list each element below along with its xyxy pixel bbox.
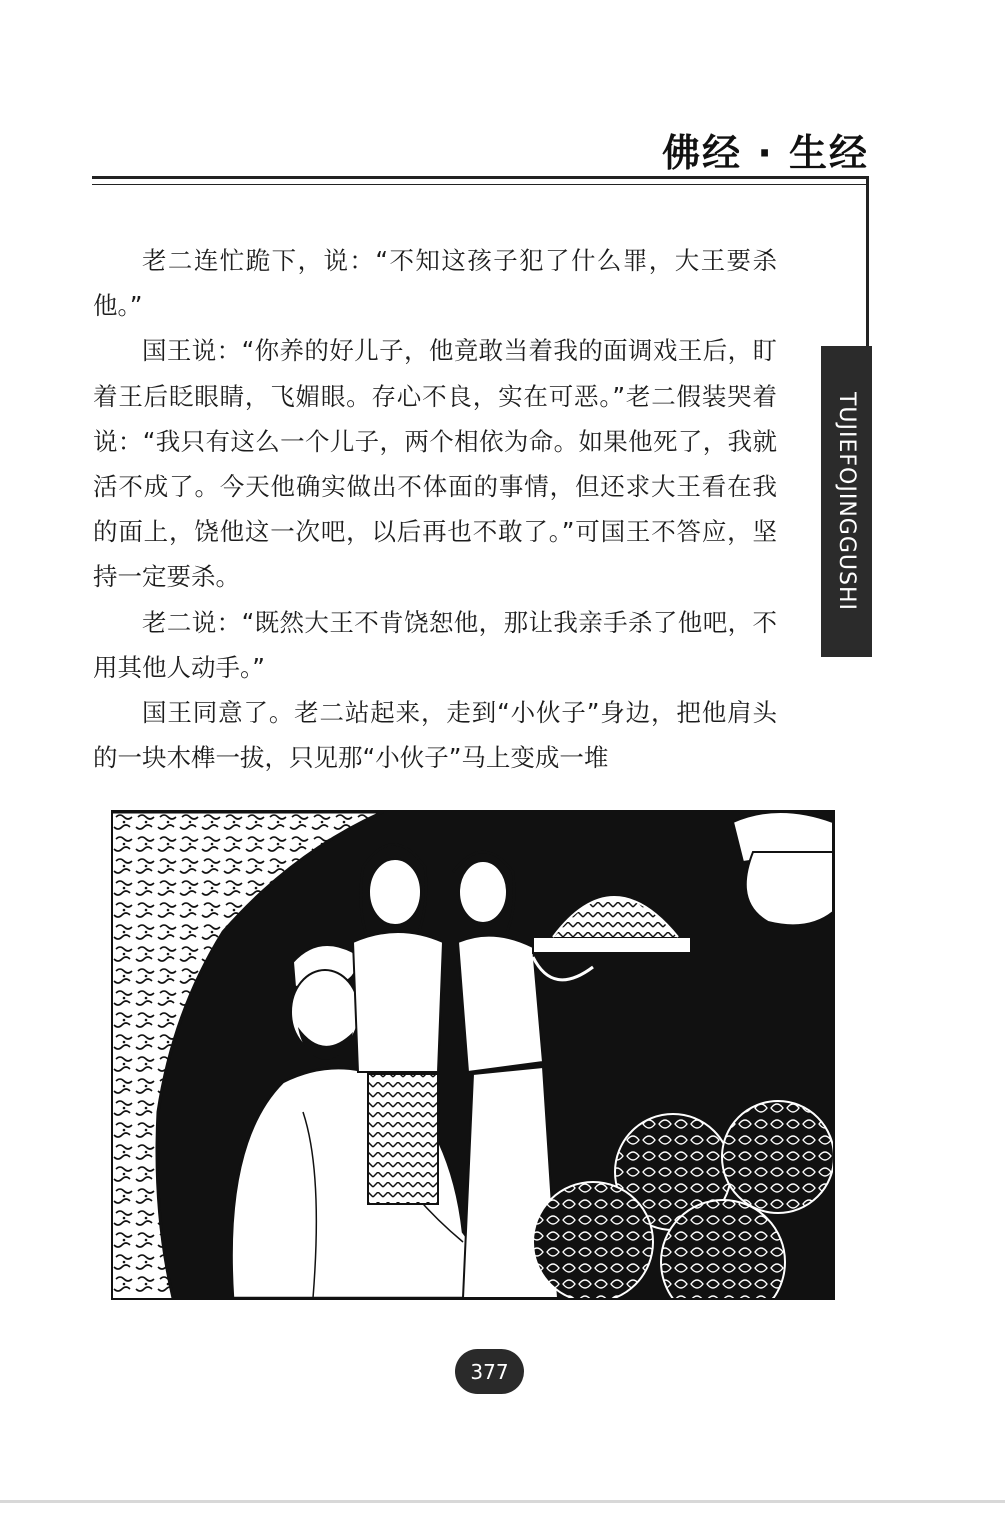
- page-edge: [0, 1500, 1005, 1503]
- paragraph: 老二连忙跪下，说：“不知这孩子犯了什么罪，大王要杀他。”: [93, 246, 777, 321]
- header-rule: [92, 176, 868, 185]
- story-illustration: [111, 810, 835, 1300]
- paragraph: 老二说：“既然大王不肯饶恕他，那让我亲手杀了他吧，不用其他人动手。”: [93, 607, 777, 682]
- section-title: 佛经 · 生经: [662, 131, 869, 175]
- side-tab: [821, 346, 872, 657]
- paragraph: 国王同意了。老二站起来，走到“小伙子”身边，把他肩头的一块木榫一拔，只见那“小伙子”马上变成一堆: [93, 698, 777, 773]
- body-text: [93, 238, 777, 780]
- paragraph: 国王说：“你养的好儿子，他竟敢当着我的面调戏王后，盯着王后眨眼睛，飞媚眼。存心不良，实在可恶。”老二假装哭着说：“我只有这么一个儿子，两个相依为命。如果他死了，我就活不成了。今天他确实做出不体面的事情，但还求大王看在我的面上，饶他这一次吧，以后再也不敢了。”可国王不答应，坚持一定要杀。: [93, 336, 777, 592]
- header-rule-vertical: [866, 176, 869, 346]
- page-number: 377: [455, 1349, 524, 1394]
- side-tab-label: TUJIEFOJINGGUSHI: [834, 391, 859, 612]
